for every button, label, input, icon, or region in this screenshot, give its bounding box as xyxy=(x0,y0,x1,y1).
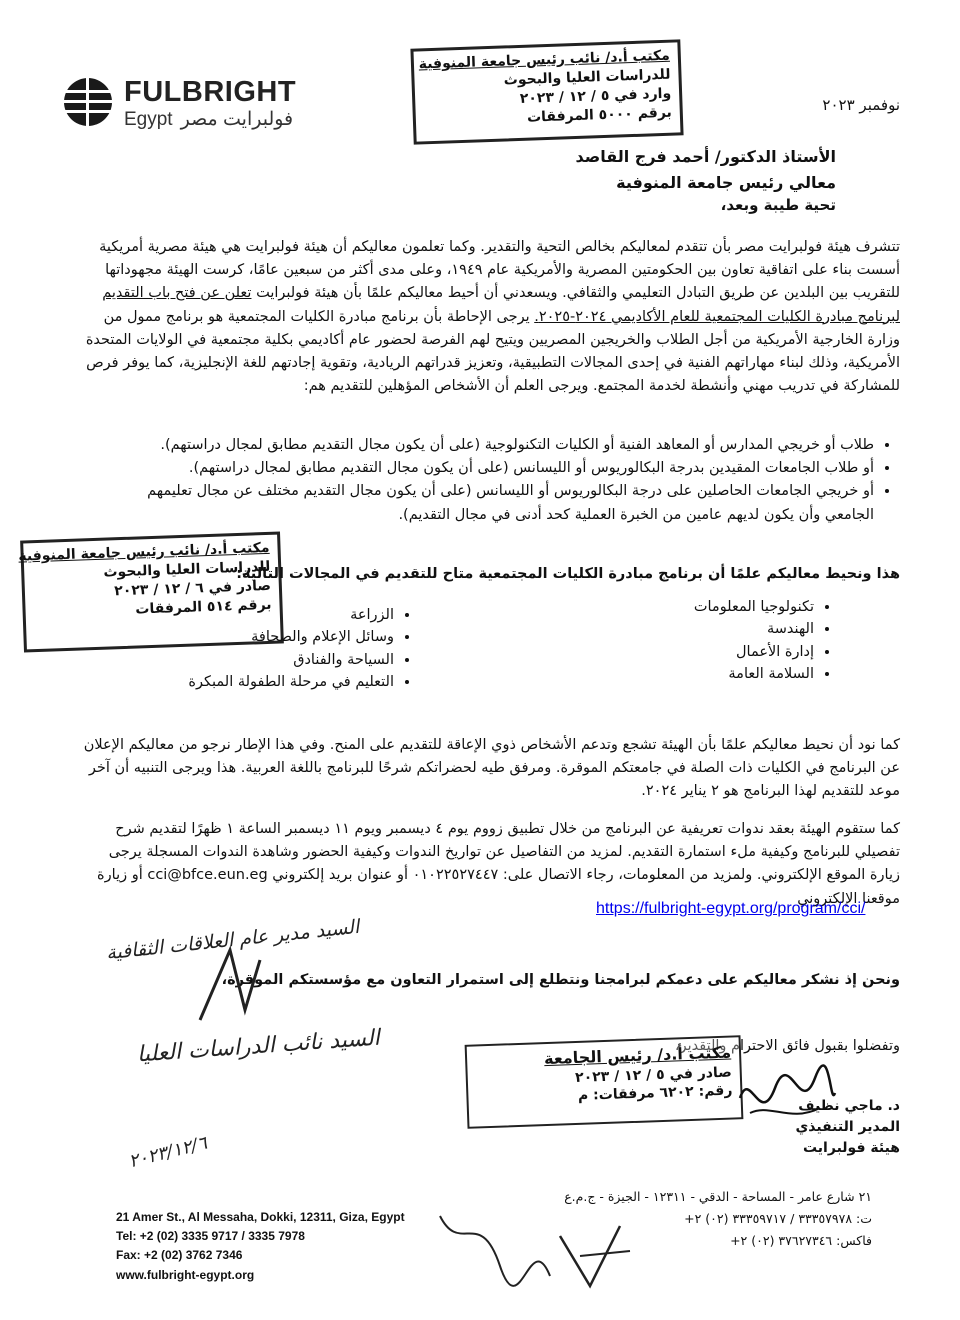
handwritten-date: ٢٠٢٣/١٢/٦ xyxy=(126,1132,210,1173)
logo-wordmark: FULBRIGHT xyxy=(124,76,297,108)
footer-website: www.fulbright-egypt.org xyxy=(116,1267,255,1282)
list-item: • التعليم في مرحلة الطفولة المبكرة xyxy=(154,671,394,693)
intro-paragraph xyxy=(80,236,900,398)
announcement-text: تعلن عن فتح باب التقديم لبرنامج مبادرة الكليات المجتمعية للعام الأكاديمي ٢٠٢٤-٢٠٢٥. xyxy=(102,285,900,325)
list-item: • أو طلاب الجامعات المقيدين بدرجة البكالوريوس أو الليسانس (على أن يكون مجال التقديم مطابق لمجال دراستهم). xyxy=(114,457,874,480)
fields-intro: هذا ونحيط معاليكم علمًا أن برنامج مبادرة الكليات المجتمعية متاح للتقديم في المجالات التالية: xyxy=(236,566,900,582)
list-item: • أو خريجي الجامعات الحاصلين على درجة البكالوريوس أو الليسانس (على أن يكون مجال التقديم مختلف عن مجال تعليمهم الجامعي وأن يكون لديهم عامين من الخبرة العملية كحد أدنى في مجال التقديم). xyxy=(114,480,874,526)
president-office-stamp xyxy=(465,1035,744,1129)
fields-list-right xyxy=(594,596,840,686)
addressee-name: الأستاذ الدكتور/ أحمد فرج القاصد xyxy=(575,147,836,166)
logo-subtitle xyxy=(124,108,293,131)
stamp-line: برقم ٥٠٠٠ المرفقات xyxy=(526,104,673,126)
stamp-line: وارد في ٥ / ١٢ / ٢٠٢٣ xyxy=(519,85,672,107)
list-item: • السياحة والفنادق xyxy=(154,649,394,671)
signer-title: المدير التنفيذي xyxy=(795,1119,900,1135)
handwritten-note-2: السيد نائب الدراسات العليا xyxy=(136,1025,381,1068)
closing-line: وتفضلوا بقبول فائق الاحترام والتقدير، xyxy=(674,1038,900,1054)
footer-fax: Fax: +2 (02) 3762 7346 xyxy=(116,1248,243,1263)
incoming-stamp xyxy=(410,39,683,144)
eligibility-list xyxy=(114,434,900,527)
program-description: يرجى الإحاطة بأن برنامج مبادرة الكليات المجتمعية هو برنامج ممول من وزارة الخارجية الأمريكية من أجل الطلاب والخريجين المصريين ويتيح لهم الفرصة لحضور عام أكاديمي بكلية مجتمعية في الولايات المتحدة الأمريكية، وذلك لبناء مهاراتهم الفنية في إحدى المجالات التطبيقية، وتعزيز قدراتهم الريادية، وتقوية إجادتهم للغة الإنجليزية، كما يوفر فرص للمشاركة في تدريب مهني وأنشطة لخدمة المجتمع. ويرجى العلم أن الأشخاص المؤهلين للتقديم هم: xyxy=(85,308,900,395)
webinar-paragraph: كما ستقوم الهيئة بعقد ندوات تعريفية عن البرنامج من خلال تطبيق زووم يوم ٤ ديسمبر ويوم ١١ ديسمبر الساعة ١ ظهرًا لتقديم شرح تفصيلي للبرنامج وكيفية ملء استمارة التقديم. لمزيد من التفاصيل عن تواريخ الندوات وكيفية الحضور وشاهدة الندوات المسجلة يرجى زيارة الموقع الإلكتروني. ولمزيد من المعلومات، رجاء الاتصال على: ٠١٠٢٢٥٢٧٤٤٧ أو عنوان بريد إلكتروني cci@bfce.eun.eg أو زيارة موقعنا الإلكتروني xyxy=(97,821,900,907)
thanks-line: ونحن إذ نشكر معاليكم على دعمكم لبرامجنا ونتطلع إلى استمرار التعاون مع مؤسستكم الموقرة، xyxy=(221,972,900,988)
footer-english xyxy=(116,1208,405,1285)
stamp-title: مكتب أ.د/ رئيس الجامعة xyxy=(543,1042,732,1069)
stamp-title: مكتب أ.د/ نائب رئيس جامعة المنوفية xyxy=(18,539,270,565)
addressee-block xyxy=(576,144,836,197)
list-item: • وسائل الإعلام والصحافة xyxy=(154,626,394,648)
handwritten-note-1: السيد مدير عام العلاقات الثقافية xyxy=(105,915,361,965)
logo-sub-en: Egypt xyxy=(124,109,173,130)
program-link[interactable]: https://fulbright-egypt.org/program/cci/ xyxy=(596,900,866,917)
list-item: • طلاب أو خريجي المدارس أو المعاهد الفنية أو الكليات التكنولوجية (على أن يكون مجال التقديم مطابق لمجال دراستهم). xyxy=(114,434,874,457)
addressee-title: معالي رئيس جامعة المنوفية xyxy=(616,173,836,193)
letter-date: نوفمبر ٢٠٢٣ xyxy=(822,96,900,114)
logo-sub-ar: فولبرايت مصر xyxy=(180,109,294,130)
stamp-line: رقم: ٦٢٠٢ مرفقات: م xyxy=(577,1083,733,1105)
initials-scribble xyxy=(190,940,270,1030)
footer-handwriting xyxy=(430,1196,640,1306)
stamp-line: صادر في ٦ / ١٢ / ٢٠٢٣ xyxy=(113,577,272,600)
footer-address-ar: ٢١ شارع عامر - المساحة - الدقي - ١٢٣١١ - الجيزة - ج.م.ع xyxy=(564,1189,872,1204)
list-item: • السلامة العامة xyxy=(594,663,814,685)
footer-fax-ar: فاكس: ٣٧٦٢٧٣٤٦ (٠٢) ٢+ xyxy=(730,1232,872,1248)
intro-text: تتشرف هيئة فولبرايت مصر بأن تتقدم لمعاليكم بخالص التحية والتقدير. وكما تعلمون معاليكم أن هيئة فولبرايت هي هيئة مصرية أمريكية أسست بناء على اتفاقية تعاون بين الحكومتين المصرية والأمريكية عام ١٩٤٩، وعلى مدى أكثر من سبعين عامًا، كرست الهيئة مجهوداتها للتقريب بين البلدين عن طريق التبادل التعليمي والثقافي. ويسعدني أن أحيط معاليكم علمًا بأن هيئة فولبرايت xyxy=(99,239,900,302)
list-item: • تكنولوجيا المعلومات xyxy=(594,596,814,618)
stamp-line: برقم ٥١٤ المرفقات xyxy=(135,596,272,618)
stamp-title: مكتب أ.د/ نائب رئيس جامعة المنوفية xyxy=(418,47,671,73)
footer-phone: Tel: +2 (02) 3335 9717 / 3335 7978 xyxy=(116,1229,305,1244)
signer-name: د. ماجي نظيف xyxy=(798,1098,900,1114)
signer-block xyxy=(795,1096,900,1159)
globe-icon xyxy=(62,76,114,128)
stamp-line: للدراسات العليا والبحوث xyxy=(103,558,271,581)
fulbright-logo xyxy=(62,72,322,132)
footer-phone-ar: ت: ٣٣٣٥٧٩٧٨ / ٣٣٣٥٩٧١٧ (٠٢) ٢+ xyxy=(684,1210,872,1226)
list-item: • الهندسة xyxy=(594,618,814,640)
footer-address: 21 Amer St., Al Messaha, Dokki, 12311, Giza, Egypt xyxy=(116,1210,405,1224)
disability-paragraph: كما نود أن نحيط معاليكم علمًا بأن الهيئة تشجع وتدعم الأشخاص ذوي الإعاقة للتقديم على المنح. وفي هذا الإطار نرجو من معاليكم الإعلان عن البرنامج في الكليات ذات الصلة في جامعتكم الموقرة. ومرفق طيه لحضراتكم شرحًا للبرنامج باللغة العربية. هذا ويرجى التنبيه أن آخر موعد للتقديم لهذا البرنامج هو ٢ يناير ٢٠٢٤. xyxy=(83,737,900,800)
fields-list-left xyxy=(154,604,420,694)
list-item: • الزراعة xyxy=(154,604,394,626)
list-item: • إدارة الأعمال xyxy=(594,641,814,663)
signer-org: هيئة فولبرايت xyxy=(802,1140,900,1156)
stamp-line: صادر في ٥ / ١٢ / ٢٠٢٣ xyxy=(574,1064,733,1086)
stamp-line: للدراسات العليا والبحوث xyxy=(503,66,671,89)
greeting: تحية طيبة وبعد، xyxy=(720,196,836,214)
